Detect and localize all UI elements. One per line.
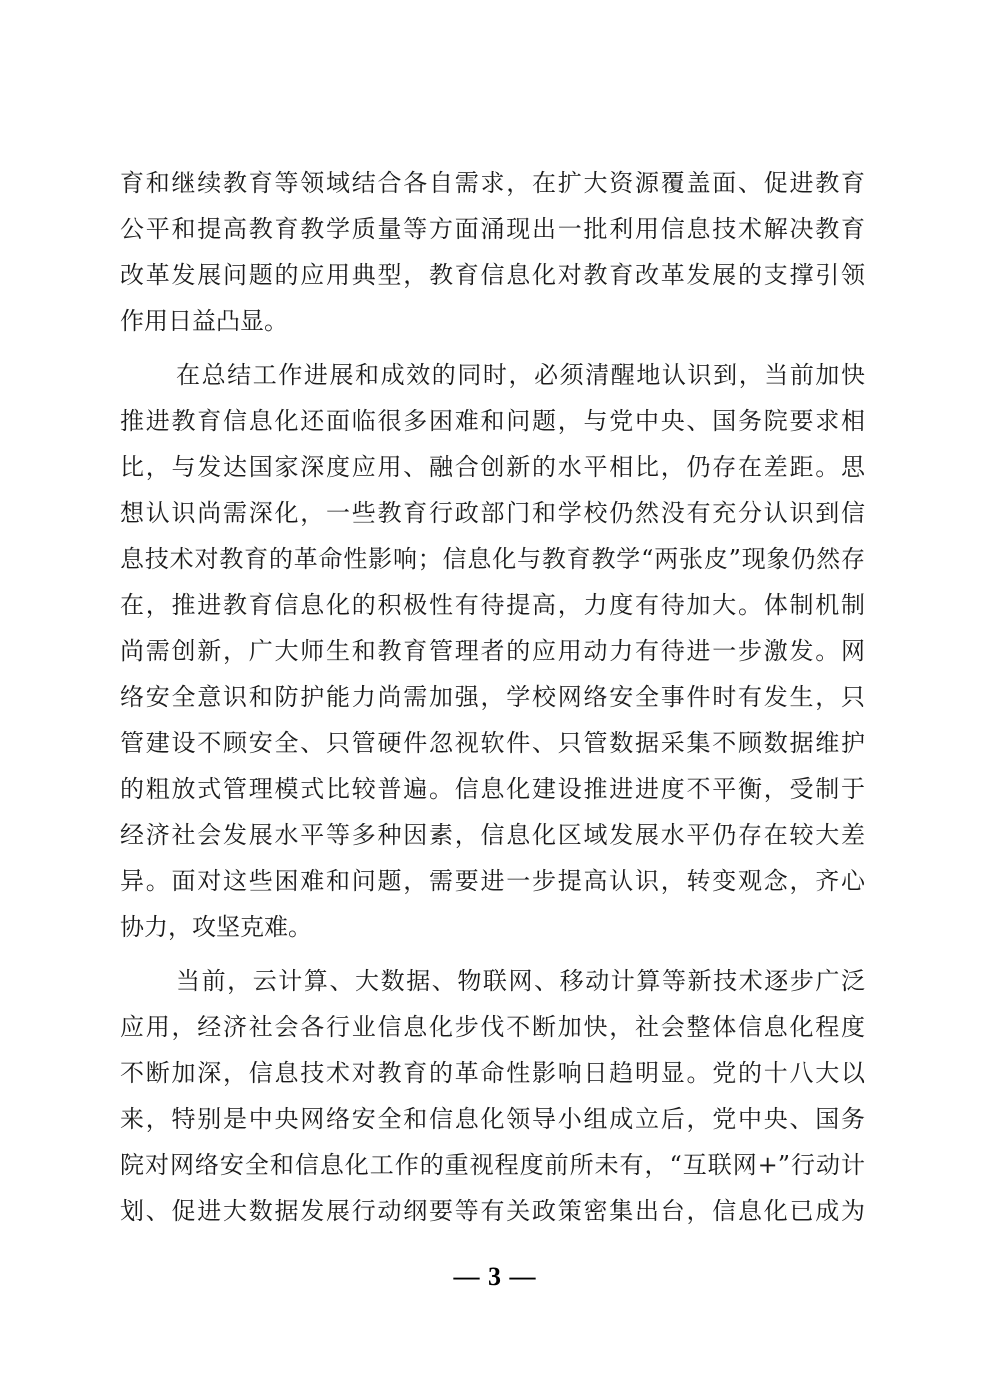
text-line: 尚需创新，广大师生和教育管理者的应用动力有待进一步激发。网 xyxy=(120,637,865,665)
text-line: 院对网络安全和信息化工作的重视程度前所未有，“互联网+”行动计 xyxy=(120,1151,865,1179)
text-line: 比，与发达国家深度应用、融合创新的水平相比，仍存在差距。思 xyxy=(120,453,865,481)
text-line: 在总结工作进展和成效的同时，必须清醒地认识到，当前加快 xyxy=(176,361,865,389)
text-line: 协力，攻坚克难。 xyxy=(120,913,312,941)
paragraph xyxy=(120,352,865,950)
text-line: 管建设不顾安全、只管硬件忽视软件、只管数据采集不顾数据维护 xyxy=(120,729,865,757)
text-line: 的粗放式管理模式比较普遍。信息化建设推进进度不平衡，受制于 xyxy=(120,775,865,803)
text-line: 不断加深，信息技术对教育的革命性影响日趋明显。党的十八大以 xyxy=(120,1059,865,1087)
text-line: 在，推进教育信息化的积极性有待提高，力度有待加大。体制机制 xyxy=(120,591,865,619)
text-line: 应用，经济社会各行业信息化步伐不断加快，社会整体信息化程度 xyxy=(120,1013,865,1041)
text-line: 公平和提高教育教学质量等方面涌现出一批利用信息技术解决教育 xyxy=(120,215,865,243)
paragraph-gap xyxy=(120,344,865,352)
paragraph-gap xyxy=(120,950,865,958)
text-line: 改革发展问题的应用典型，教育信息化对教育改革发展的支撑引领 xyxy=(120,261,865,289)
text-line: 络安全意识和防护能力尚需加强，学校网络安全事件时有发生，只 xyxy=(120,683,865,711)
text-line: 经济社会发展水平等多种因素，信息化区域发展水平仍存在较大差 xyxy=(120,821,865,849)
text-line: 当前，云计算、大数据、物联网、移动计算等新技术逐步广泛 xyxy=(176,967,865,995)
body-text xyxy=(120,160,865,1234)
text-line: 息技术对教育的革命性影响；信息化与教育教学“两张皮”现象仍然存 xyxy=(120,545,865,573)
text-line: 想认识尚需深化，一些教育行政部门和学校仍然没有充分认识到信 xyxy=(120,499,865,527)
text-line: 异。面对这些困难和问题，需要进一步提高认识，转变观念，齐心 xyxy=(120,867,865,895)
text-line: 推进教育信息化还面临很多困难和问题，与党中央、国务院要求相 xyxy=(120,407,865,435)
paragraph xyxy=(120,160,865,344)
text-line: 来，特别是中央网络安全和信息化领导小组成立后，党中央、国务 xyxy=(120,1105,865,1133)
page-number: — 3 — xyxy=(453,1262,537,1291)
paragraph xyxy=(120,958,865,1234)
text-line: 作用日益凸显。 xyxy=(120,307,288,335)
text-line: 育和继续教育等领域结合各自需求，在扩大资源覆盖面、促进教育 xyxy=(120,169,865,197)
text-line: 划、促进大数据发展行动纲要等有关政策密集出台，信息化已成为 xyxy=(120,1197,865,1225)
